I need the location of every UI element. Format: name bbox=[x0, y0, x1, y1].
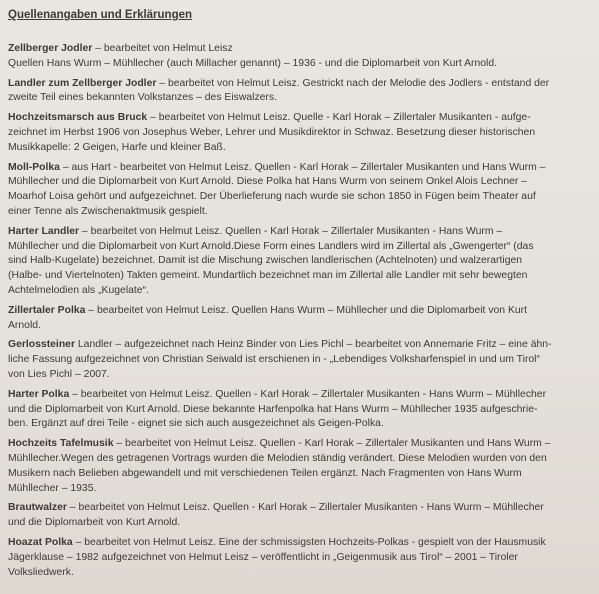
entry-text: – bearbeitet von Helmut Leisz. Quellen - Karl Horak – Zillertaler Musikanten - Hans Wurm – Mühllecher bbox=[66, 502, 544, 514]
entry-text: Quellen Hans Wurm – Mühllecher (auch Millacher genannt) – 1936 - und die Diplomarbeit von Kurt Arnold. bbox=[8, 57, 497, 69]
source-entry bbox=[8, 77, 591, 107]
source-entry bbox=[8, 536, 591, 580]
entry-text: Moarhof Loisa gehört und aufgezeichnet. Der Überlieferung nach wurde sie schon 1850 in Fügen beim Theater auf bbox=[8, 191, 536, 203]
entry-line bbox=[8, 536, 591, 551]
entry-text: Mühllecher – 1935. bbox=[8, 482, 97, 494]
entry-line bbox=[8, 437, 591, 452]
entry-line bbox=[8, 566, 591, 581]
entry-line bbox=[8, 111, 591, 126]
entry-line bbox=[8, 516, 591, 531]
entry-text: – bearbeitet von Helmut Leisz. Quellen Hans Wurm – Mühllecher und die Diplomarbeit von Kurt bbox=[85, 304, 528, 316]
entry-line bbox=[8, 141, 591, 156]
entry-text: ben. Ergänzt auf drei Teile - eignet sie sich auch ausgezeichnet als Geigen-Polka. bbox=[8, 418, 384, 430]
entry-text: Jägerklause – 1982 aufgezeichnet von Helmut Leisz – veröffentlicht in „Geigenmusik aus Tirol“ – 2001 – Tiroler bbox=[8, 551, 518, 563]
entry-title: Hochzeits Tafelmusik bbox=[8, 438, 114, 450]
entry-line bbox=[8, 482, 591, 497]
entry-line bbox=[8, 403, 591, 418]
source-entry bbox=[8, 161, 591, 220]
entry-line bbox=[8, 467, 591, 482]
entry-line bbox=[8, 91, 591, 106]
source-entry bbox=[8, 501, 591, 531]
entry-line bbox=[8, 161, 591, 176]
entry-line bbox=[8, 353, 591, 368]
entry-line bbox=[8, 501, 591, 516]
entries-list bbox=[8, 42, 591, 580]
entry-text: – bearbeitet von Helmut Leisz. Quellen - Karl Horak – Zillertaler Musikanten - Hans Wurm – bbox=[79, 225, 503, 237]
entry-text: – bearbeitet von Helmut Leisz. Quellen - Karl Horak – Zillertaler Musikanten - Hans Wurm – Mühllecher bbox=[69, 388, 547, 400]
entry-title: Zillertaler Polka bbox=[8, 304, 86, 316]
entry-title: Harter Landler bbox=[8, 225, 80, 237]
entry-line bbox=[8, 57, 591, 72]
entry-text: – bearbeitet von Helmut Leisz. Gestrickt nach der Melodie des Jodlers - entstand der bbox=[156, 77, 550, 89]
entry-text: Musikkapelle: 2 Geigen, Harfe und kleiner Baß. bbox=[8, 141, 226, 153]
entry-text: Achtelmelodien als „Kugelate“. bbox=[8, 284, 149, 296]
source-entry bbox=[8, 338, 591, 382]
entry-line bbox=[8, 304, 591, 319]
entry-line bbox=[8, 417, 591, 432]
entry-line bbox=[8, 368, 591, 383]
source-entry bbox=[8, 388, 591, 432]
entry-line bbox=[8, 175, 591, 190]
entry-text: Mühllecher und die Diplomarbeit von Kurt Arnold. Diese Polka hat Hans Wurm von seinem Onkel Alois Lechner – bbox=[8, 176, 528, 188]
source-entry bbox=[8, 225, 591, 299]
entry-text: – bearbeitet von Helmut Leisz bbox=[92, 43, 233, 54]
entry-text: (Halbe- und Viertelnoten) Takten gemeint. Mundartlich bezeichnet man im Zillertal alle Landler mit sehr bewegten bbox=[8, 270, 528, 282]
entry-line bbox=[8, 452, 591, 467]
entry-line bbox=[8, 284, 591, 299]
entry-title: Zellberger Jodler bbox=[8, 43, 93, 54]
entry-line bbox=[8, 269, 591, 284]
entry-text: Mühllecher und die Diplomarbeit von Kurt Arnold.Diese Form eines Landlers wird im Zillertal als „Gwengerter“ (das bbox=[8, 240, 534, 252]
entry-line bbox=[8, 205, 591, 220]
page-title: Quellenangaben und Erklärungen bbox=[8, 9, 193, 21]
source-entry bbox=[8, 304, 591, 334]
entry-text: – bearbeitet von Helmut Leisz. Eine der schmissigsten Hochzeits-Polkas - gespielt von der Hausmusik bbox=[72, 536, 546, 548]
entry-title: Landler zum Zellberger Jodler bbox=[8, 77, 157, 89]
entry-line bbox=[8, 551, 591, 566]
source-entry bbox=[8, 111, 591, 155]
entry-title: Hochzeitsmarsch aus Bruck bbox=[8, 112, 148, 124]
entry-title: Harter Polka bbox=[8, 388, 70, 400]
entry-line bbox=[8, 338, 591, 353]
entry-line bbox=[8, 319, 591, 334]
entry-line bbox=[8, 126, 591, 141]
entry-text: zweite Teil eines bekannten Volkstanzes – des Eiswalzers. bbox=[8, 92, 277, 104]
entry-title: Gerlossteiner bbox=[8, 339, 75, 351]
entry-text: liche Fassung aufgezeichnet von Christian Seiwald ist erschienen in - „Lebendiges Volksharfenspiel in und um Tirol“ bbox=[8, 354, 540, 366]
entry-line bbox=[8, 240, 591, 255]
entry-line bbox=[8, 42, 591, 57]
entry-text: zeichnet im Herbst 1906 von Josephus Weber, Lehrer und Musikdirektor in Schwaz. Besetzung dieser historischen bbox=[8, 126, 536, 138]
entry-text: und die Diplomarbeit von Kurt Arnold. bbox=[8, 517, 181, 529]
source-entry bbox=[8, 437, 591, 496]
entry-text: – aus Hart - bearbeitet von Helmut Leisz. Quellen - Karl Horak – Zillertaler Musikanten und Hans Wurm – bbox=[59, 161, 546, 173]
entry-text: – bearbeitet von Helmut Leisz. Quelle - Karl Horak – Zillertaler Musikanten - aufge- bbox=[147, 112, 531, 124]
entry-text: sind Halb-Kugelate) bezeichnet. Damit ist die Mischung zwischen landlerischen (Achtelnoten) und walzerartigen bbox=[8, 255, 523, 267]
entry-line bbox=[8, 225, 591, 240]
entry-line bbox=[8, 388, 591, 403]
entry-text: Arnold. bbox=[8, 319, 41, 331]
entry-text: Musikern nach Belieben abgewandelt und mit verschiedenen Teilen ergänzt. Nach Fragmenten von Hans Wurm bbox=[8, 467, 522, 479]
source-entry bbox=[8, 42, 591, 72]
entry-line bbox=[8, 77, 591, 92]
entry-text: Volksliedwerk. bbox=[8, 566, 74, 578]
entry-text: von Lies Pichl – 2007. bbox=[8, 368, 110, 380]
entry-title: Hoazat Polka bbox=[8, 536, 73, 548]
entry-text: Mühllecher.Wegen des getragenen Vortrags wurden die Melodien ständig verändert. Diese Melodien wurden von den bbox=[8, 452, 547, 464]
entry-title: Moll-Polka bbox=[8, 161, 60, 173]
entry-text: und die Diplomarbeit von Kurt Arnold. Diese bekannte Harfenpolka hat Hans Wurm – Mühllecher 1935 aufgeschrie- bbox=[8, 403, 538, 415]
entry-title: Brautwalzer bbox=[8, 502, 67, 514]
entry-text: – bearbeitet von Helmut Leisz. Quellen - Karl Horak – Zillertaler Musikanten und Hans Wurm – bbox=[113, 438, 551, 450]
entry-text: Landler – aufgezeichnet nach Heinz Binder von Lies Pichl – bearbeitet von Annemarie Fritz – eine ähn- bbox=[75, 339, 552, 351]
entry-line bbox=[8, 190, 591, 205]
entry-text: einer Tenne als Zwischenaktmusik gespielt. bbox=[8, 205, 208, 217]
entry-line bbox=[8, 254, 591, 269]
